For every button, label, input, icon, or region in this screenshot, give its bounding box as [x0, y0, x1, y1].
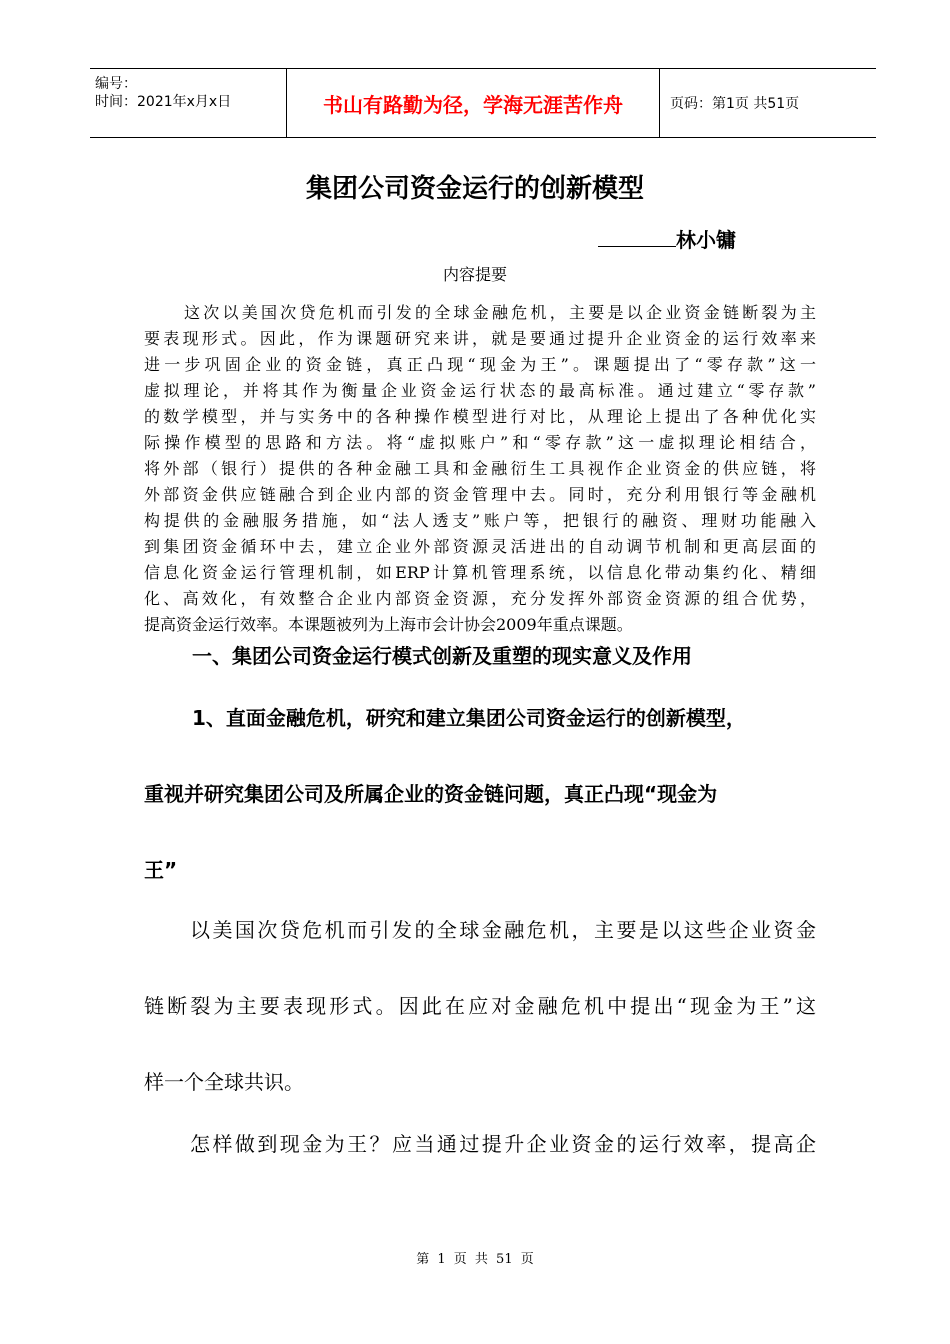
author-name: 林小镛: [676, 228, 736, 252]
author-underline: [598, 230, 676, 247]
abstract-line: 际操作模型的思路和方法。将“虚拟账户”和“零存款”这一虚拟理论相结合，: [144, 433, 816, 452]
subsection-heading-line: 1、直面金融危机，研究和建立集团公司资金运行的创新模型，: [192, 706, 746, 730]
author-line: [598, 224, 736, 253]
abstract-line: 外部资金供应链融合到企业内部的资金管理中去。同时，充分利用银行等金融机: [144, 485, 816, 504]
page-footer: 第 1 页 共 51 页: [416, 1252, 534, 1267]
abstract-heading: 内容提要: [442, 265, 507, 284]
subsection-heading-line: 王”: [144, 858, 178, 882]
body-line: 怎样做到现金为王？应当通过提升企业资金的运行效率，提高企: [190, 1132, 816, 1156]
subsection-heading-line: 重视并研究集团公司及所属企业的资金链问题，真正凸现“现金为: [144, 782, 718, 806]
abstract-line: 进一步巩固企业的资金链，真正凸现“现金为王”。课题提出了“零存款”这一: [144, 355, 816, 374]
body-line: 样一个全球共识。: [144, 1070, 304, 1094]
time-label: 时间：2021年x月x日: [95, 94, 232, 110]
abstract-line: 化、高效化，有效整合企业内部资金资源，充分发挥外部资金资源的组合优势，: [144, 589, 816, 608]
abstract-line: 信息化资金运行管理机制，如ERP计算机管理系统，以信息化带动集约化、精细: [144, 563, 816, 582]
header-meta: [90, 69, 286, 137]
body-line: 链断裂为主要表现形式。因此在应对金融危机中提出“现金为王”这: [144, 994, 816, 1018]
abstract-line: 这次以美国次贷危机而引发的全球金融危机，主要是以企业资金链断裂为主: [184, 303, 816, 322]
abstract-paragraph: [144, 300, 816, 638]
abstract-line: 到集团资金循环中去，建立企业外部资源灵活进出的自动调节机制和更高层面的: [144, 537, 816, 556]
section-heading-1: 一、集团公司资金运行模式创新及重塑的现实意义及作用: [192, 644, 692, 668]
document-title: 集团公司资金运行的创新模型: [305, 174, 644, 204]
page-info: 页码：第1页 共51页: [670, 96, 800, 112]
abstract-line: 的数学模型，并与实务中的各种操作模型进行对比，从理论上提出了各种优化实: [144, 407, 816, 426]
abstract-line: 将外部（银行）提供的各种金融工具和金融衍生工具视作企业资金的供应链，将: [144, 459, 816, 478]
abstract-line: 提高资金运行效率。本课题被列为上海市会计协会2009年重点课题。: [144, 615, 633, 634]
body-line: 以美国次贷危机而引发的全球金融危机，主要是以这些企业资金: [190, 918, 816, 942]
number-label: 编号：: [95, 76, 137, 92]
motto: 书山有路勤为径，学海无涯苦作舟: [286, 69, 660, 137]
abstract-line: 构提供的金融服务措施，如“法人透支”账户等，把银行的融资、理财功能融入: [144, 511, 816, 530]
abstract-line: 要表现形式。因此，作为课题研究来讲，就是要通过提升企业资金的运行效率来: [144, 329, 816, 348]
header-table: [90, 68, 876, 138]
abstract-line: 虚拟理论，并将其作为衡量企业资金运行状态的最高标准。通过建立“零存款”: [144, 381, 816, 400]
